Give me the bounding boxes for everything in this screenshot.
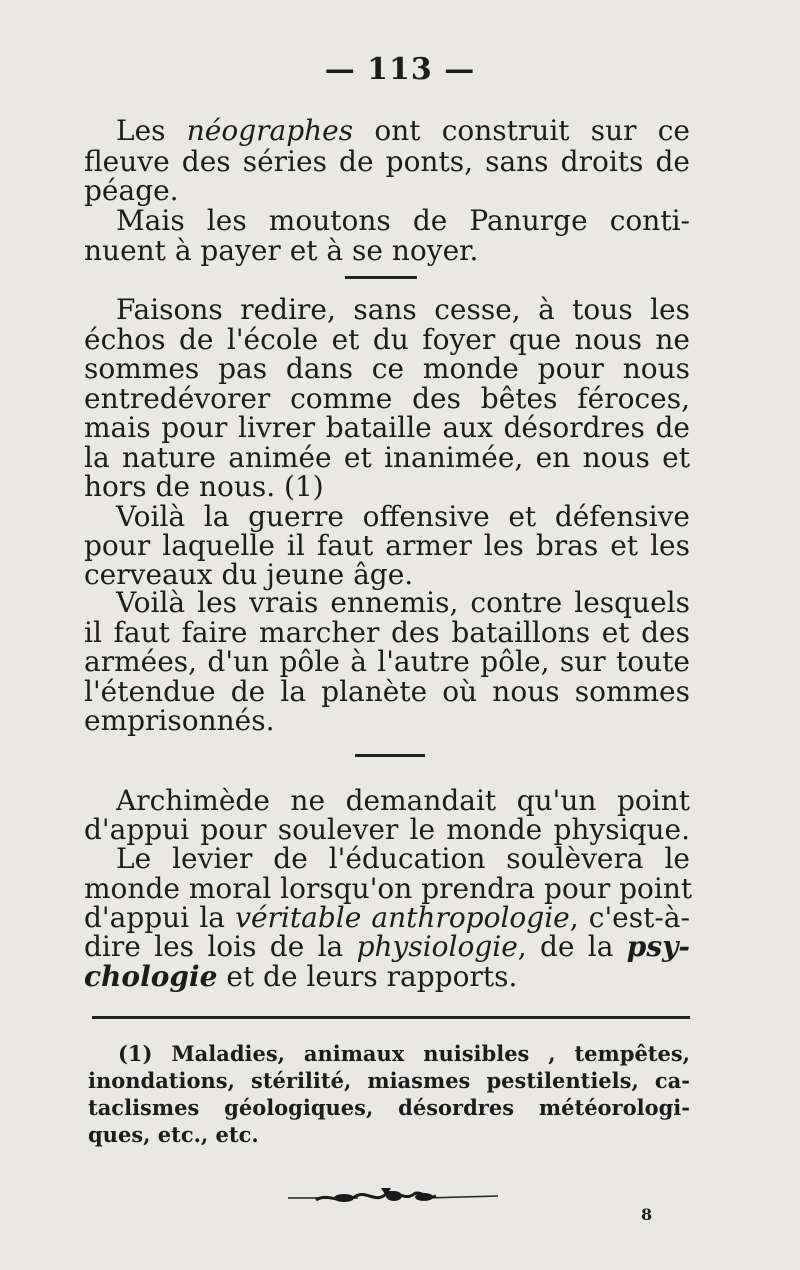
footnote-marker: (1)	[118, 1041, 153, 1066]
italic-term: psy-	[626, 930, 690, 963]
text-line: Archimède ne demandait qu'un point	[116, 784, 690, 817]
text-line: il faut faire marcher des bataillons et des	[84, 616, 690, 649]
footnote-line: ques, etc., etc.	[88, 1122, 259, 1147]
italic-term: véritable anthropologie	[235, 901, 570, 934]
text-line: chologie et de leurs rapports.	[84, 960, 518, 993]
text-line: fleuve des séries de ponts, sans droits de	[84, 145, 690, 178]
signature-mark: 8	[641, 1205, 653, 1224]
text-line: emprisonnés.	[84, 704, 275, 737]
section-divider	[355, 754, 425, 757]
text-line: sommes pas dans ce monde pour nous	[84, 352, 690, 385]
italic-term: physiologie	[356, 930, 518, 963]
italic-term: chologie	[84, 960, 218, 993]
footnote-line: inondations, stérilité, miasmes pestilentiels, ca-	[88, 1068, 690, 1093]
footnote-reference: (1)	[284, 470, 324, 503]
text-line: entredévorer comme des bêtes féroces,	[84, 382, 690, 415]
text-line: Faisons redire, sans cesse, à tous les	[116, 293, 690, 326]
text-line: Le levier de l'éducation soulèvera le	[116, 842, 690, 875]
text-line: Les néographes ont construit sur ce	[116, 114, 691, 147]
footnote-rule	[92, 1016, 690, 1019]
text-line: d'appui la véritable anthropologie, c'est-à-	[84, 901, 690, 934]
text-line: Mais les moutons de Panurge conti-	[116, 204, 690, 237]
text-line: armées, d'un pôle à l'autre pôle, sur toute	[84, 645, 690, 678]
footnote-line: (1) Maladies, animaux nuisibles , tempêtes,	[118, 1041, 690, 1066]
text-line: d'appui pour soulever le monde physique.	[84, 813, 690, 846]
text-line: Voilà la guerre offensive et défensive	[116, 500, 690, 533]
italic-term: néographes	[186, 114, 354, 147]
text-line: mais pour livrer bataille aux désordres de	[84, 411, 690, 444]
text-line: nuent à payer et à se noyer.	[84, 234, 479, 267]
fleuron-ornament-icon	[286, 1184, 500, 1214]
text-line: péage.	[84, 174, 179, 207]
text-line: échos de l'école et du foyer que nous ne	[84, 323, 690, 356]
footnote-line: taclismes géologiques, désordres météorologi-	[88, 1095, 690, 1120]
text-line: dire les lois de la physiologie, de la psy-	[84, 930, 690, 963]
text-line: l'étendue de la planète où nous sommes	[84, 675, 690, 708]
text-line: la nature animée et inanimée, en nous et	[84, 441, 690, 474]
page-number: — 113 —	[324, 52, 476, 87]
text-line: cerveaux du jeune âge.	[84, 558, 414, 591]
section-divider	[345, 276, 417, 279]
text-line: pour laquelle il faut armer les bras et les	[84, 529, 690, 562]
text-line: Voilà les vrais ennemis, contre lesquels	[116, 586, 690, 619]
text-line: hors de nous. (1)	[84, 470, 324, 503]
text-line: monde moral lorsqu'on prendra pour point	[84, 872, 693, 905]
